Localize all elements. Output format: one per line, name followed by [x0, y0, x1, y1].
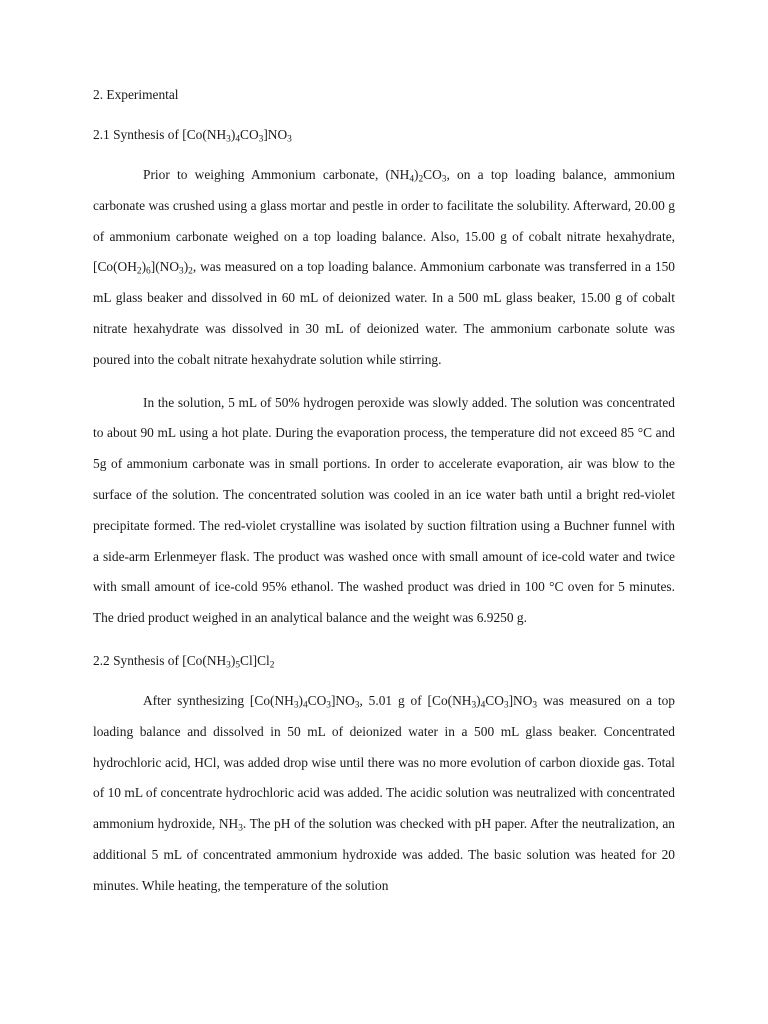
subsection-heading-2-1: 2.1 Synthesis of $[Co(NH_3)_4CO_3]NO_3$	[93, 127, 292, 145]
section-heading: 2. Experimental	[93, 87, 179, 102]
document-page	[93, 80, 675, 902]
paragraph-chloro-synthesis: After synthesizing $[Co(NH_3)_4CO_3]NO_3$, 5.01 g of $[Co(NH_3)_4CO_3]NO_3$ was measured on a top loading balance and dissolved in 50 mL of deionized water in a 500 mL glass beaker. Concentrated hydrochloric acid, HCl, was added drop wise until there was no more evolution of carbon dioxide gas. Total of 10 mL of concentrate hydrochloric acid was added. The acidic solution was neutralized with concentrated ammonium hydroxide, $NH_3$. The pH of the solution was checked with pH paper. After the neutralization, an additional 5 mL of concentrated ammonium hydroxide was added. The basic solution was heated for 20 minutes. While heating, the temperature of the solution	[93, 692, 675, 893]
subsection-heading-2-2: 2.2 Synthesis of $[Co(NH_3)_5Cl]Cl_2$	[93, 652, 275, 671]
paragraph-ammonium-carbonate-prep: Prior to weighing Ammonium carbonate, $(NH_4)_2CO_3$, on a top loading balance, ammonium carbonate was crushed using a glass mortar and pestle in order to facilitate the solubility. Afterward, 20.00 g of ammonium carbonate weighed on a top loading balance. Also, 15.00 g of cobalt nitrate hexahydrate, $[Co(OH_2)_6](NO_3)_2$, was measured on a top loading balance. Ammonium carbonate was transferred in a 150 mL glass beaker and dissolved in 60 mL of deionized water. In a 500 mL glass beaker, 15.00 g of cobalt nitrate hexahydrate was dissolved in 30 mL of deionized water. The ammonium carbonate solute was poured into the cobalt nitrate hexahydrate solution while stirring.	[93, 167, 675, 367]
paragraph-peroxide-evaporation: In the solution, 5 mL of 50% hydrogen peroxide was slowly added. The solution was concentrated to about 90 mL using a hot plate. During the evaporation process, the temperature did not exceed 85 °C and 5g of ammonium carbonate was in small portions. In order to accelerate evaporation, air was blow to the surface of the solution. The concentrated solution was cooled in an ice water bath until a bright red-violet precipitate formed. The red-violet crystalline was isolated by suction filtration using a Buchner funnel with a side-arm Erlenmeyer flask. The product was washed once with small amount of ice-cold water and twice with small amount of ice-cold 95% ethanol. The washed product was dried in 100 °C oven for 5 minutes. The dried product weighed in an analytical balance and the weight was 6.9250 g.	[93, 394, 675, 626]
